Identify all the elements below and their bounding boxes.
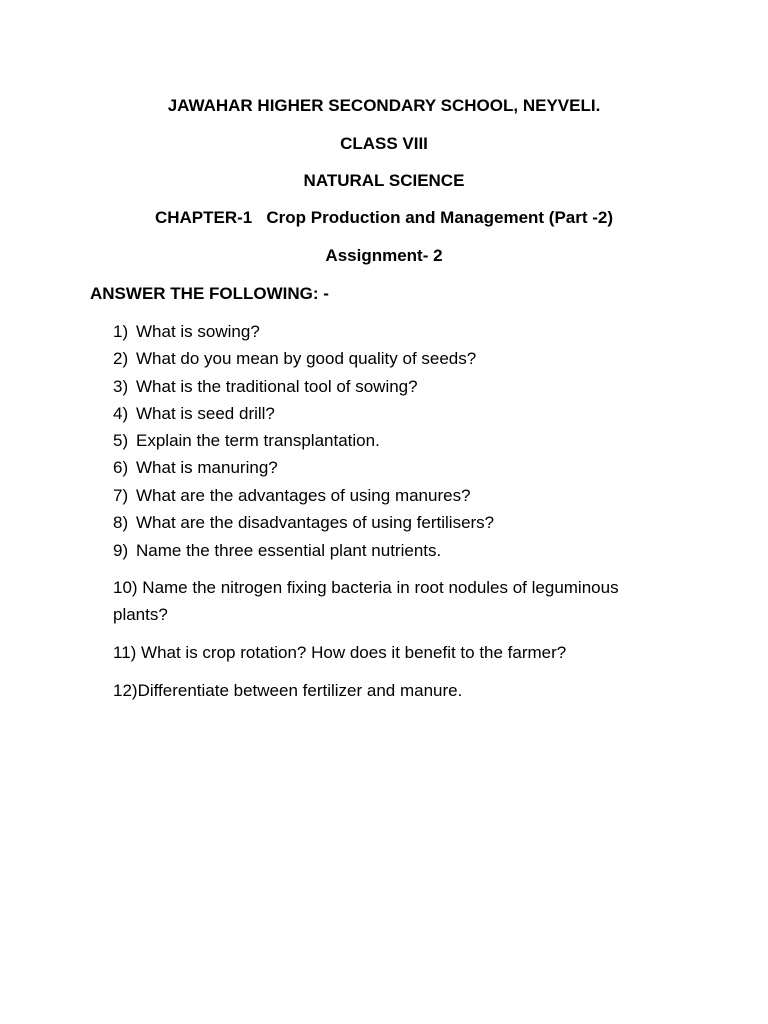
question-number: 7): [113, 486, 129, 505]
question-text: What do you mean by good quality of seeds?: [136, 349, 477, 368]
question-number: 9): [113, 541, 129, 560]
question-text: What are the advantages of using manures?: [136, 486, 471, 505]
question-number: 5): [113, 431, 129, 450]
question-number: 3): [113, 377, 129, 396]
question-text: What is seed drill?: [136, 404, 275, 423]
question-text: Name the three essential plant nutrients.: [136, 541, 442, 560]
assignment-title: Assignment- 2: [325, 246, 443, 265]
question-text: Explain the term transplantation.: [136, 431, 380, 450]
question-11: 11) What is crop rotation? How does it benefit to the farmer?: [113, 643, 567, 662]
instruction-heading: ANSWER THE FOLLOWING: -: [90, 284, 329, 303]
question-12: 12)Differentiate between fertilizer and manure.: [113, 681, 463, 700]
subject-title: NATURAL SCIENCE: [303, 171, 465, 190]
question-text: What are the disadvantages of using fertilisers?: [136, 513, 495, 532]
question-number: 4): [113, 404, 129, 423]
question-text: What is sowing?: [136, 322, 260, 341]
question-text: What is the traditional tool of sowing?: [136, 377, 418, 396]
question-number: 6): [113, 458, 129, 477]
school-name: JAWAHAR HIGHER SECONDARY SCHOOL, NEYVELI.: [167, 96, 601, 115]
question-text: What is manuring?: [136, 458, 278, 477]
question-number: 1): [113, 322, 129, 341]
chapter-title: CHAPTER-1 Crop Production and Management (Part -2): [154, 208, 614, 227]
question-10: 10) Name the nitrogen fixing bacteria in root nodules of leguminous plants?: [113, 578, 619, 624]
question-number: 8): [113, 513, 129, 532]
class-title: CLASS VIII: [340, 134, 428, 153]
question-number: 2): [113, 349, 129, 368]
